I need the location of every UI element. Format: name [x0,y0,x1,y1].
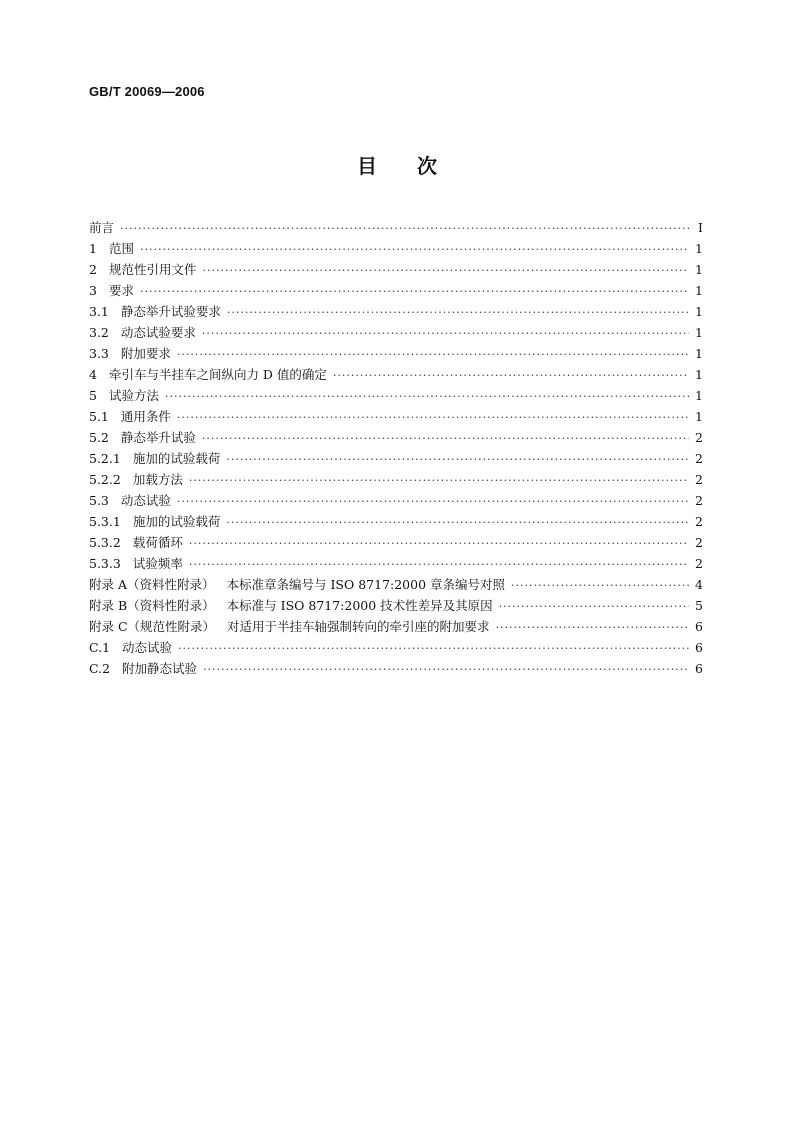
table-of-contents [89,218,703,680]
toc-entry[interactable] [89,659,703,680]
toc-entry-page: 1 [695,367,703,382]
toc-entry-page: 2 [695,472,703,487]
toc-entry[interactable] [89,323,703,344]
toc-entry-number: 3 [89,283,97,298]
toc-entry-number: 1 [89,241,97,256]
toc-entry-label: 加载方法 [132,472,183,487]
toc-entry-label: 动态试验要求 [120,325,196,340]
toc-entry-number: 5.2 [89,430,109,445]
dot-leader [165,390,689,403]
toc-entry-label: 规范性引用文件 [108,262,197,277]
toc-entry-number: 3.3 [89,346,109,361]
toc-entry-label: 要求 [108,283,134,298]
toc-entry-page: 1 [695,304,703,319]
toc-entry-page: 2 [695,451,703,466]
toc-entry-label: 动态试验 [120,493,171,508]
toc-entry-number: 5.2.2 [89,472,121,487]
toc-entry-label: 本标准章条编号与 ISO 8717:2000 章条编号对照 [226,577,506,592]
toc-entry[interactable] [89,260,703,281]
toc-entry-number: 4 [89,367,97,382]
toc-entry-label: 通用条件 [120,409,171,424]
toc-entry-page: 1 [695,283,703,298]
toc-entry-label: 前言 [89,220,115,235]
toc-entry-label: 附加静态试验 [122,661,198,676]
toc-entry-page: 6 [695,619,703,634]
dot-leader [227,306,689,319]
toc-entry-label: 静态举升试验 [120,430,196,445]
page-title: 目次 [357,154,477,178]
standard-code: GB/T 20069—2006 [89,84,205,99]
dot-leader [511,579,689,592]
toc-entry-number: 5.3.3 [89,556,121,571]
toc-entry-page: 4 [695,577,703,592]
toc-entry[interactable] [89,491,703,512]
toc-entry-label: 对适用于半挂车轴强制转向的牵引座的附加要求 [227,619,490,634]
dot-leader [120,222,689,235]
toc-entry[interactable] [89,302,703,323]
toc-entry-page: 2 [695,556,703,571]
dot-leader [177,348,689,361]
dot-leader [202,327,689,340]
toc-entry-number: 5.1 [89,409,109,424]
dot-leader [177,495,689,508]
toc-entry-label: 试验频率 [132,556,183,571]
dot-leader [496,621,689,634]
toc-entry[interactable] [89,239,703,260]
toc-entry-label: 施加的试验载荷 [132,451,221,466]
toc-entry-number: 5 [89,388,97,403]
dot-leader [178,642,689,655]
toc-entry-number: 附录 B（资料性附录） [89,598,215,613]
toc-entry[interactable] [89,281,703,302]
toc-entry[interactable] [89,449,703,470]
dot-leader [226,516,689,529]
toc-entry[interactable] [89,617,703,638]
toc-entry-label: 施加的试验载荷 [132,514,221,529]
toc-entry-page: 6 [695,661,703,676]
toc-entry[interactable] [89,428,703,449]
toc-entry-page: 1 [695,409,703,424]
toc-entry[interactable] [89,386,703,407]
toc-entry-number: 5.3 [89,493,109,508]
toc-entry[interactable] [89,344,703,365]
toc-entry[interactable] [89,365,703,386]
dot-leader [189,474,689,487]
toc-entry-number: C.2 [89,661,111,676]
toc-entry-page: 1 [695,262,703,277]
toc-entry-number: 附录 C（规范性附录） [89,619,216,634]
toc-entry-label: 附加要求 [120,346,171,361]
dot-leader [333,369,689,382]
toc-entry-label: 静态举升试验要求 [120,304,221,319]
toc-entry[interactable] [89,407,703,428]
toc-entry-number: 5.2.1 [89,451,121,466]
toc-entry-label: 本标准与 ISO 8717:2000 技术性差异及其原因 [226,598,493,613]
toc-entry[interactable] [89,575,703,596]
dot-leader [140,285,689,298]
toc-entry[interactable] [89,512,703,533]
toc-entry-page: 2 [695,493,703,508]
toc-entry-number: 3.2 [89,325,109,340]
toc-entry[interactable] [89,554,703,575]
toc-entry[interactable] [89,596,703,617]
toc-entry-label: 范围 [108,241,134,256]
toc-entry-page: 1 [695,325,703,340]
toc-entry[interactable] [89,533,703,554]
toc-entry-number: 2 [89,262,97,277]
toc-entry-number: 附录 A（资料性附录） [89,577,215,592]
toc-entry-page: 2 [695,514,703,529]
dot-leader [189,558,689,571]
toc-entry-label: 牵引车与半挂车之间纵向力 D 值的确定 [108,367,327,382]
toc-entry-page: 1 [695,346,703,361]
toc-entry-page: 2 [695,430,703,445]
toc-entry-number: 5.3.1 [89,514,121,529]
toc-entry-page: 1 [695,241,703,256]
toc-entry[interactable] [89,638,703,659]
dot-leader [177,411,689,424]
toc-entry-label: 试验方法 [108,388,159,403]
toc-entry-page: 6 [695,640,703,655]
dot-leader [203,663,689,676]
toc-entry-page: 1 [695,388,703,403]
dot-leader [202,432,689,445]
dot-leader [140,243,689,256]
toc-entry-page: I [698,220,703,235]
dot-leader [202,264,689,277]
toc-entry-page: 2 [695,535,703,550]
toc-entry[interactable] [89,218,703,239]
toc-entry-number: 5.3.2 [89,535,121,550]
toc-entry-number: 3.1 [89,304,109,319]
toc-entry[interactable] [89,470,703,491]
dot-leader [226,453,689,466]
toc-entry-page: 5 [695,598,703,613]
toc-entry-label: 载荷循环 [132,535,183,550]
toc-entry-number: C.1 [89,640,111,655]
dot-leader [189,537,689,550]
toc-entry-label: 动态试验 [122,640,173,655]
dot-leader [499,600,689,613]
